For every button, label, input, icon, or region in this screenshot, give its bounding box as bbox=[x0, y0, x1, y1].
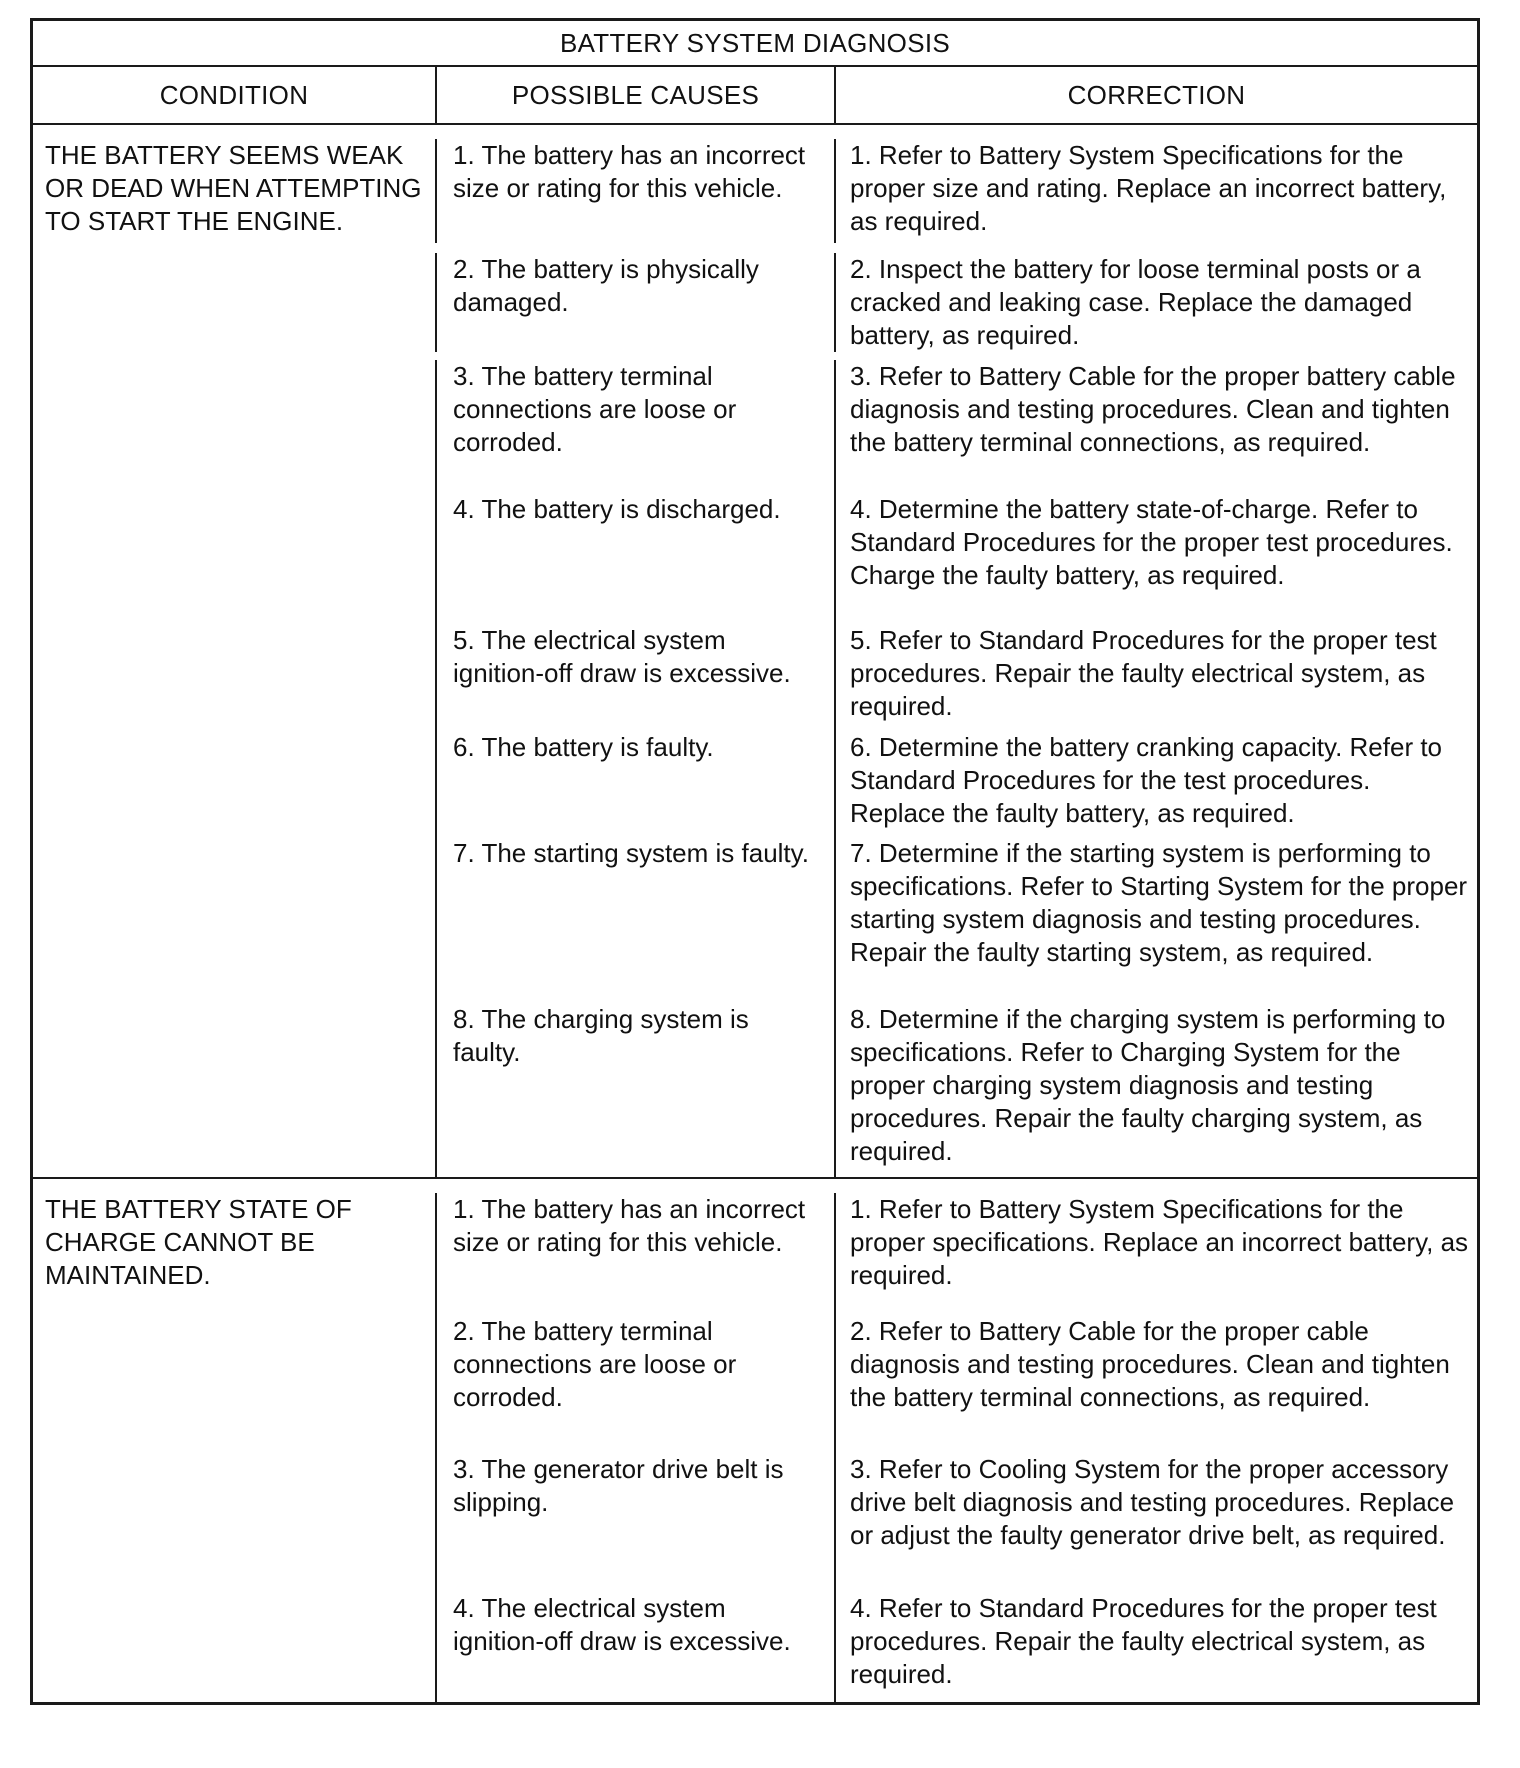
correction-cell: 4. Determine the battery state-of-charge. Refer to Standard Procedures for the proper test procedures. Charge the faulty battery, as required. bbox=[834, 493, 1477, 624]
table-row bbox=[435, 243, 1477, 352]
correction-cell: 8. Determine if the charging system is performing to specifications. Refer to Charging System for the proper charging system diagnosis and testing procedures. Repair the faulty charging system, as required. bbox=[834, 1003, 1477, 1177]
condition-group bbox=[33, 1179, 1477, 1702]
cause-correction-list bbox=[435, 1179, 1477, 1702]
table-title: BATTERY SYSTEM DIAGNOSIS bbox=[33, 21, 1477, 67]
correction-cell: 3. Refer to Battery Cable for the proper battery cable diagnosis and testing procedures. Clean and tighten the battery terminal connections, as required. bbox=[834, 360, 1477, 493]
cause-cell: 3. The battery terminal connections are loose or corroded. bbox=[435, 360, 834, 493]
cause-cell: 2. The battery terminal connections are loose or corroded. bbox=[435, 1315, 834, 1453]
table-row bbox=[435, 1453, 1477, 1592]
cause-cell: 4. The battery is discharged. bbox=[435, 493, 834, 624]
table-row bbox=[435, 493, 1477, 624]
cause-cell: 8. The charging system is faulty. bbox=[435, 1003, 834, 1177]
table-row bbox=[435, 1179, 1477, 1315]
table-row bbox=[435, 1315, 1477, 1453]
correction-cell: 6. Determine the battery cranking capacity. Refer to Standard Procedures for the test procedures. Replace the faulty battery, as required. bbox=[834, 731, 1477, 837]
table-row bbox=[435, 352, 1477, 493]
correction-cell: 4. Refer to Standard Procedures for the proper test procedures. Repair the faulty electrical system, as required. bbox=[834, 1592, 1477, 1702]
cause-cell: 3. The generator drive belt is slipping. bbox=[435, 1453, 834, 1592]
cause-cell: 2. The battery is physically damaged. bbox=[435, 253, 834, 352]
correction-cell: 2. Refer to Battery Cable for the proper cable diagnosis and testing procedures. Clean and tighten the battery terminal connections, as required. bbox=[834, 1315, 1477, 1453]
correction-cell: 2. Inspect the battery for loose terminal posts or a cracked and leaking case. Replace the damaged battery, as required. bbox=[834, 253, 1477, 352]
table-row bbox=[435, 731, 1477, 837]
correction-cell: 5. Refer to Standard Procedures for the proper test procedures. Repair the faulty electrical system, as required. bbox=[834, 624, 1477, 731]
condition-group bbox=[33, 125, 1477, 1179]
table-row bbox=[435, 1592, 1477, 1702]
diagnosis-table bbox=[30, 18, 1480, 1705]
cause-cell: 7. The starting system is faulty. bbox=[435, 837, 834, 1003]
condition-cell: THE BATTERY STATE OF CHARGE CANNOT BE MAINTAINED. bbox=[45, 1194, 352, 1290]
correction-cell: 3. Refer to Cooling System for the proper accessory drive belt diagnosis and testing procedures. Replace or adjust the faulty generator drive belt, as required. bbox=[834, 1453, 1477, 1592]
header-possible-causes: POSSIBLE CAUSES bbox=[435, 67, 834, 123]
cause-correction-list bbox=[435, 125, 1477, 1177]
correction-cell: 1. Refer to Battery System Specifications for the proper specifications. Replace an incorrect battery, as required. bbox=[834, 1193, 1477, 1315]
table-row bbox=[435, 1003, 1477, 1177]
table-row bbox=[435, 624, 1477, 731]
cause-cell: 6. The battery is faulty. bbox=[435, 731, 834, 837]
correction-cell: 1. Refer to Battery System Specifications for the proper size and rating. Replace an incorrect battery, as required. bbox=[834, 139, 1477, 243]
condition-cell: THE BATTERY SEEMS WEAK OR DEAD WHEN ATTEMPTING TO START THE ENGINE. bbox=[45, 140, 422, 236]
header-correction: CORRECTION bbox=[834, 67, 1477, 123]
table-row bbox=[435, 125, 1477, 243]
table-row bbox=[435, 837, 1477, 1003]
correction-cell: 7. Determine if the starting system is performing to specifications. Refer to Starting System for the proper starting system diagnosis and testing procedures. Repair the faulty starting system, as required. bbox=[834, 837, 1477, 1003]
cause-cell: 4. The electrical system ignition-off draw is excessive. bbox=[435, 1592, 834, 1702]
header-condition: CONDITION bbox=[159, 79, 309, 110]
table-header-row bbox=[33, 67, 1477, 125]
cause-cell: 5. The electrical system ignition-off draw is excessive. bbox=[435, 624, 834, 731]
cause-cell: 1. The battery has an incorrect size or rating for this vehicle. bbox=[435, 1193, 834, 1315]
cause-cell: 1. The battery has an incorrect size or rating for this vehicle. bbox=[435, 139, 834, 243]
